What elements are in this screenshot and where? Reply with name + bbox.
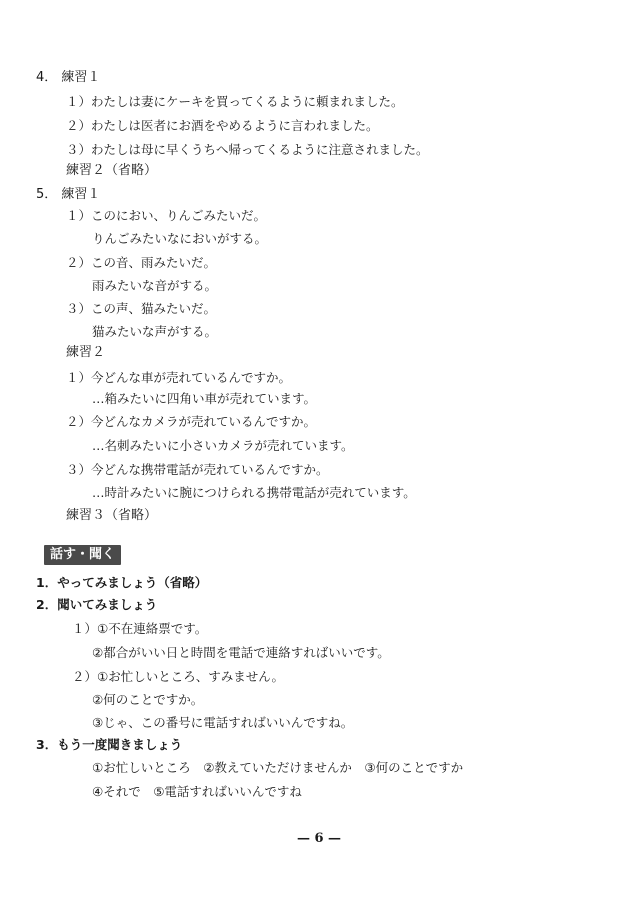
s4-line-2: ２）わたしは医者にお酒をやめるように言われました。 [66, 118, 379, 133]
s5-ex1-line-3: ２）この音、雨みたいだ。 [66, 255, 217, 270]
s4-line-3: ３）わたしは母に早くうちへ帰ってくるように注意されました。 [66, 142, 429, 157]
speak-item-1: 1．やってみましょう（省略） [36, 575, 208, 590]
s5-ex2-line-5: ３）今どんな携帯電話が売れているんですか。 [66, 462, 329, 477]
s5-ex1-line-4: 雨みたいな音がする。 [92, 278, 218, 293]
speak-item-2-line-2: ②都合がいい日と時間を電話で連絡すればいいです。 [92, 645, 390, 660]
s5-ex2-line-4: …名刺みたいに小さいカメラが売れています。 [92, 438, 354, 453]
s5-ex1-line-5: ３）この声、猫みたいだ。 [66, 301, 217, 316]
s5-ex2-line-1: １）今どんな車が売れているんですか。 [66, 370, 292, 385]
s5-ex1-line-2: りんごみたいなにおいがする。 [92, 231, 268, 246]
speak-item-3-line-1: ①お忙しいところ ②教えていただけませんか ③何のことですか [92, 760, 464, 775]
speak-item-2-line-5: ③じゃ、この番号に電話すればいいんですね。 [92, 715, 354, 730]
s4-line-1: １）わたしは妻にケーキを買ってくるように頼まれました。 [66, 94, 404, 109]
s5-exercise-3: 練習３（省略） [66, 508, 158, 523]
speak-item-2: 2．聞いてみましょう [36, 597, 158, 612]
s5-ex2-line-6: …時計みたいに腕につけられる携帯電話が売れています。 [92, 485, 416, 500]
exercise-title: 練習１ [61, 70, 101, 85]
exercise-title: 練習１ [61, 187, 101, 202]
speak-item-2-line-1: １）①不在連絡票です。 [72, 621, 208, 636]
s4-exercise-2: 練習２（省略） [66, 163, 158, 178]
s5-exercise-2-title: 練習２ [66, 345, 106, 360]
speak-item-2-line-4: ②何のことですか。 [92, 692, 204, 707]
s5-ex1-line-1: １）このにおい、りんごみたいだ。 [66, 208, 267, 223]
s5-ex1-line-6: 猫みたいな声がする。 [92, 324, 218, 339]
speak-item-2-line-3: ２）①お忙しいところ、すみません。 [72, 669, 284, 684]
section-number: 4． [36, 70, 58, 85]
section-5-heading [36, 187, 100, 203]
speak-item-3-line-2: ④それで ⑤電話すればいいんですね [92, 784, 302, 799]
s5-ex2-line-2: …箱みたいに四角い車が売れています。 [92, 391, 317, 406]
page-number: — 6 — [296, 831, 342, 846]
speak-listen-badge: 話す・聞く [44, 545, 121, 565]
s5-ex2-line-3: ２）今どんなカメラが売れているんですか。 [66, 414, 317, 429]
speak-item-3: 3．もう一度聞きましょう [36, 737, 183, 752]
section-4-heading [36, 70, 100, 86]
section-number: 5． [36, 187, 58, 202]
